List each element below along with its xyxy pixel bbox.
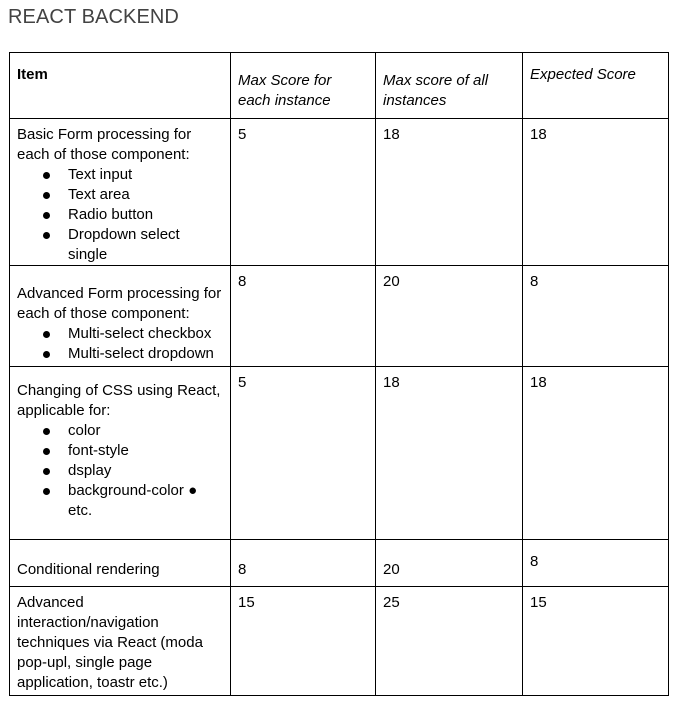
max-score-all-cell: 18 xyxy=(376,119,523,266)
expected-score-cell: 15 xyxy=(523,587,669,696)
list-item: background-color ● etc. xyxy=(68,481,222,521)
item-cell xyxy=(10,119,231,266)
max-score-all-cell: 25 xyxy=(376,587,523,696)
table-row xyxy=(10,540,669,587)
item-text: Basic Form processing for each of those component: xyxy=(17,126,192,163)
max-score-all-cell: 18 xyxy=(376,367,523,540)
list-item: font-style xyxy=(68,441,222,461)
max-score-each-cell: 8 xyxy=(231,540,376,587)
header-max-score-all: Max score of all instances xyxy=(376,53,523,119)
item-text: Changing of CSS using React, applicable for: xyxy=(17,382,221,419)
item-text: Advanced Form processing for each of those component: xyxy=(17,285,222,322)
max-score-all-cell: 20 xyxy=(376,266,523,367)
list-item: Multi-select dropdown xyxy=(68,344,222,364)
item-cell xyxy=(10,367,231,540)
bullet-list xyxy=(17,324,222,364)
table-row xyxy=(10,266,669,367)
list-item: dsplay xyxy=(68,461,222,481)
list-item: Multi-select checkbox xyxy=(68,324,222,344)
list-item: Text input xyxy=(68,165,222,185)
bullet-list xyxy=(17,421,222,521)
max-score-each-cell: 5 xyxy=(231,367,376,540)
max-score-each-cell: 8 xyxy=(231,266,376,367)
item-text: Advanced interaction/navigation techniques via React (moda pop-upl, single page application, toastr etc.) xyxy=(17,594,203,691)
table-header-row xyxy=(10,53,669,119)
score-table xyxy=(9,52,669,696)
max-score-each-cell: 5 xyxy=(231,119,376,266)
bullet-list xyxy=(17,165,222,265)
list-item: Text area xyxy=(68,185,222,205)
page-title: REACT BACKEND xyxy=(8,6,179,28)
expected-score-cell: 8 xyxy=(523,540,669,587)
expected-score-cell: 8 xyxy=(523,266,669,367)
list-item: Dropdown select single xyxy=(68,225,222,265)
max-score-all-cell: 20 xyxy=(376,540,523,587)
item-cell: Conditional rendering xyxy=(10,540,231,587)
header-max-score-each: Max Score for each instance xyxy=(231,53,376,119)
header-item: Item xyxy=(10,53,231,119)
list-item: Radio button xyxy=(68,205,222,225)
header-expected-score: Expected Score xyxy=(523,53,669,119)
item-cell xyxy=(10,266,231,367)
table-row xyxy=(10,367,669,540)
item-cell xyxy=(10,587,231,696)
max-score-each-cell: 15 xyxy=(231,587,376,696)
table-row xyxy=(10,587,669,696)
expected-score-cell: 18 xyxy=(523,367,669,540)
expected-score-cell: 18 xyxy=(523,119,669,266)
table-row xyxy=(10,119,669,266)
list-item: color xyxy=(68,421,222,441)
